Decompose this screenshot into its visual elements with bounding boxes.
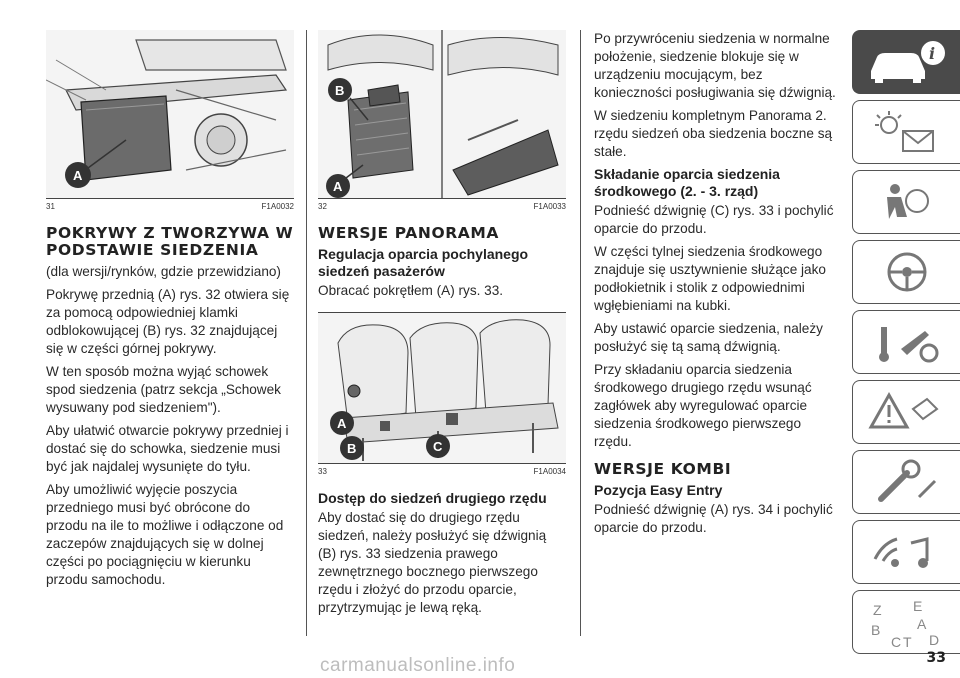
airbag-icon	[867, 179, 947, 225]
figure-number: 32	[318, 202, 327, 211]
column-divider	[580, 30, 581, 636]
tab-media[interactable]	[852, 520, 960, 584]
svg-text:A: A	[333, 179, 343, 194]
chapter-tabs	[852, 30, 960, 660]
paragraph: Aby umożliwić wyjęcie poszycia przedniego musi być obrócone do przodu na ile to możliwe i odłączone od zaczepów znajdujących się w dolnej części po pociągnięciu w kierunku przodu samochodu.	[46, 482, 284, 587]
svg-text:T: T	[903, 634, 912, 650]
column-3	[594, 30, 842, 542]
subsection-title: Składanie oparcia siedzenia środkowego (2. - 3. rząd)	[594, 166, 780, 199]
svg-text:Z: Z	[873, 602, 882, 618]
tab-index[interactable]	[852, 590, 960, 654]
warning-triangle-icon	[867, 389, 947, 435]
column-1	[46, 30, 294, 594]
figure-code: F1A0032	[261, 202, 294, 211]
svg-text:C: C	[891, 634, 902, 650]
seat-base-illustration	[46, 30, 294, 198]
figure-31-caption	[46, 202, 294, 211]
tab-warning-lights[interactable]	[852, 100, 960, 164]
figure-31	[46, 30, 294, 199]
figure-33-caption	[318, 467, 566, 476]
figure-33	[318, 312, 566, 464]
svg-text:B: B	[335, 83, 345, 98]
car-info-icon	[867, 39, 947, 85]
paragraph: Po przywróceniu siedzenia w normalne położenie, siedzenie blokuje się w urządzeniu mocującym, bez konieczności posługiwania się dźwignią.	[594, 31, 836, 100]
paragraph: Pokrywę przednią (A) rys. 32 otwiera się za pomocą odpowiedniej klamki odblokowującej (B) rys. 32 znajdującej się w części górnej pokrywy.	[46, 287, 290, 356]
svg-text:C: C	[433, 439, 443, 454]
page-number: 33	[926, 650, 946, 666]
tab-steering[interactable]	[852, 240, 960, 304]
paragraph: W siedzeniu kompletnym Panorama 2. rzędu siedzeń oba siedzenia boczne są stałe.	[594, 108, 833, 159]
figure-32	[318, 30, 566, 199]
svg-text:A: A	[917, 616, 927, 632]
panorama-seats-illustration	[318, 313, 566, 463]
svg-text:D: D	[929, 632, 940, 648]
seat-cover-illustration	[318, 30, 566, 198]
tab-airbag[interactable]	[852, 170, 960, 234]
column-divider	[306, 30, 307, 636]
svg-text:B: B	[347, 441, 357, 456]
svg-text:E: E	[913, 599, 923, 614]
figure-number: 33	[318, 467, 327, 476]
wrench-icon	[867, 459, 947, 505]
paragraph: Aby ustawić oparcie siedzenia, należy posłużyć się tą samą dźwignią.	[594, 321, 823, 354]
paragraph: Obracać pokrętłem (A) rys. 33.	[318, 283, 504, 298]
paragraph: Aby dostać się do drugiego rzędu siedzeń, należy posłużyć się dźwignią (B) rys. 33 siedzenia prawego zewnętrznego bocznego pierwszego rzędu i złożyć do przodu oparcie, przytrzymując je lewą ręką.	[318, 510, 547, 615]
figure-32-caption	[318, 202, 566, 211]
section-title: WERSJE KOMBI	[594, 460, 732, 478]
paragraph: Podnieść dźwignię (A) rys. 34 i pochylić oparcie do przodu.	[594, 502, 833, 535]
tab-warning[interactable]	[852, 380, 960, 444]
subsection-title: Regulacja oparcia pochylanego siedzeń pasażerów	[318, 246, 529, 279]
column-2	[318, 30, 566, 622]
subsection-title: Dostęp do siedzeń drugiego rzędu	[318, 490, 547, 506]
media-icon	[867, 529, 947, 575]
steering-wheel-icon	[867, 249, 947, 295]
figure-code: F1A0033	[533, 202, 566, 211]
watermark: carmanualsonline.info	[320, 655, 516, 676]
subsection-title: Pozycja Easy Entry	[594, 482, 723, 498]
paragraph: (dla wersji/rynków, gdzie przewidziano)	[46, 264, 281, 279]
tab-service[interactable]	[852, 450, 960, 514]
paragraph: Podnieść dźwignię (C) rys. 33 i pochylić oparcie do przodu.	[594, 203, 834, 236]
index-letters-icon	[867, 599, 947, 651]
section-title: WERSJE PANORAMA	[318, 224, 499, 242]
svg-text:A: A	[73, 168, 83, 183]
figure-code: F1A0034	[533, 467, 566, 476]
paragraph: Przy składaniu oparcia siedzenia środkowego drugiego rzędu wsunąć zagłówek aby wyregulować oparcie siedzenia środkowego pierwszego rzędu.	[594, 362, 812, 449]
gear-key-icon	[867, 319, 947, 365]
section-title: POKRYWY Z TWORZYWA W PODSTAWIE SIEDZENIA	[46, 224, 294, 259]
svg-text:A: A	[337, 416, 347, 431]
svg-text:i: i	[929, 44, 936, 63]
tab-car-info[interactable]	[852, 30, 960, 94]
paragraph: W ten sposób można wyjąć schowek spod siedzenia (patrz sekcja „Schowek wysuwany pod siedzeniem").	[46, 364, 281, 415]
tab-gear-key[interactable]	[852, 310, 960, 374]
svg-text:B: B	[871, 622, 881, 638]
paragraph: W części tylnej siedzenia środkowego znajduje się usztywnienie służące jako podłokietnik i stolik z odpowiednimi wgłębieniami na kubki.	[594, 244, 826, 313]
paragraph: Aby ułatwić otwarcie pokrywy przedniej i dostać się do schowka, siedzenie musi być jak najdalej wysunięte do tyłu.	[46, 423, 289, 474]
warning-lights-icon	[867, 109, 947, 155]
figure-number: 31	[46, 202, 55, 211]
